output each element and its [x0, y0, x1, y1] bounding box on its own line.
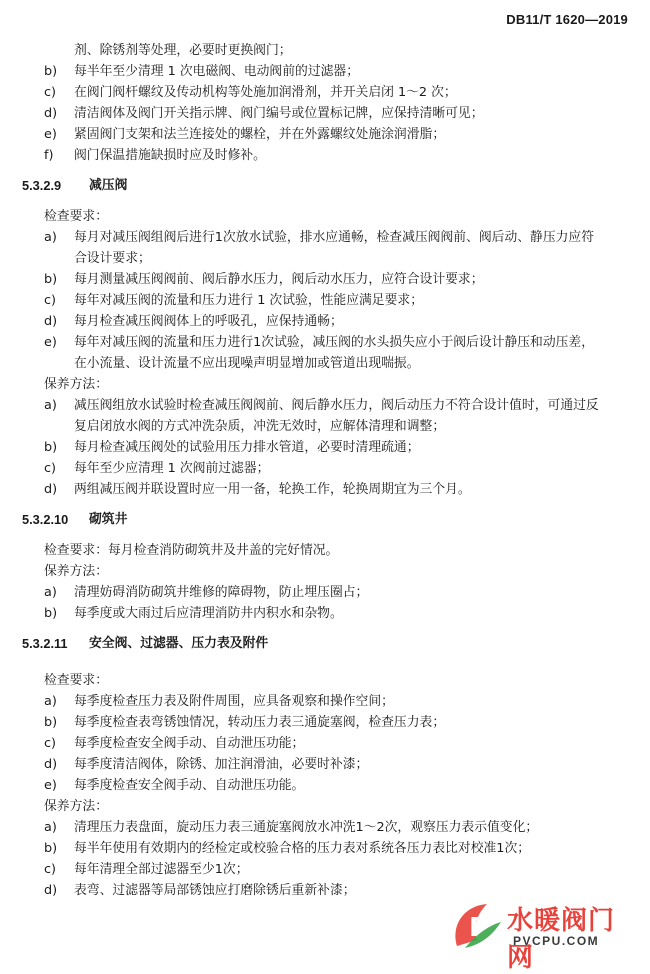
item-text: 每月检查减压阀处的试验用压力排水管道，必要时清理疏通；: [74, 440, 420, 455]
list-item: [0, 838, 650, 859]
list-item: [0, 311, 650, 332]
item-label: b): [44, 841, 58, 856]
list-item: [0, 269, 650, 290]
document-body: [0, 40, 650, 901]
item-label: d): [44, 314, 58, 329]
item-text: 每季度检查安全阀手动、自动泄压功能。: [74, 778, 305, 793]
inspection-text: 检查要求：每月检查消防砌筑井及井盖的完好情况。: [44, 543, 339, 558]
item-text: 每半年使用有效期内的经检定或校验合格的压力表对系统各压力表比对校准1次；: [74, 841, 531, 856]
item-label: d): [44, 106, 58, 121]
list-item: [0, 227, 650, 248]
item-label: e): [44, 127, 57, 142]
item-label: b): [44, 272, 58, 287]
section-heading-5-3-2-9: [0, 166, 650, 206]
list-item-continuation: [0, 248, 650, 269]
item-text: 每年清理全部过滤器至少1次；: [74, 862, 249, 877]
item-label: b): [44, 715, 58, 730]
item-label: c): [44, 293, 57, 308]
item-text: 每季度检查表弯锈蚀情况，转动压力表三通旋塞阀，检查压力表；: [74, 715, 446, 730]
item-label: e): [44, 335, 57, 350]
maintenance-heading: 保养方法：: [44, 799, 108, 814]
subheading: [0, 374, 650, 395]
item-text: 每季度检查安全阀手动、自动泄压功能；: [74, 736, 305, 751]
section-number: 5.3.2.11: [22, 636, 68, 651]
item-text: 每季度检查压力表及附件周围，应具备观察和操作空间；: [74, 694, 394, 709]
inspection-heading: 检查要求：: [44, 673, 108, 688]
item-label: c): [44, 461, 57, 476]
watermark-url: PVCPU.COM: [513, 934, 600, 948]
item-text: 剂、除锈剂等处理，必要时更换阀门；: [74, 43, 292, 58]
list-item: [0, 754, 650, 775]
list-item: [0, 103, 650, 124]
logo-letter: P: [469, 913, 489, 943]
section-number: 5.3.2.10: [22, 512, 69, 527]
list-item: [0, 582, 650, 603]
list-item: [0, 603, 650, 624]
list-item: [0, 332, 650, 353]
list-item: [0, 82, 650, 103]
list-item: [0, 859, 650, 880]
item-text: 每年至少应清理 1 次阀前过滤器；: [74, 461, 270, 476]
item-text: 每季度或大雨过后应清理消防井内积水和杂物。: [74, 606, 343, 621]
list-item: [0, 145, 650, 166]
item-text: 每半年至少清理 1 次电磁阀、电动阀前的过滤器；: [74, 64, 360, 79]
subheading: [0, 206, 650, 227]
section-heading-5-3-2-10: [0, 500, 650, 540]
item-text: 每月测量减压阀阀前、阀后静水压力，阀后动水压力，应符合设计要求；: [74, 272, 484, 287]
list-item: [0, 61, 650, 82]
item-label: d): [44, 883, 58, 898]
item-text: 清理妨碍消防砌筑井维修的障碍物，防止埋压圈占；: [74, 585, 369, 600]
pvcpu-logo-icon: [447, 896, 505, 954]
inspection-heading: 检查要求：: [44, 209, 108, 224]
list-item-continuation: [0, 353, 650, 374]
list-item: [0, 691, 650, 712]
list-item-continuation: [0, 416, 650, 437]
maintenance-heading: 保养方法：: [44, 377, 108, 392]
item-text: 表弯、过滤器等局部锈蚀应打磨除锈后重新补漆；: [74, 883, 356, 898]
list-item: [0, 124, 650, 145]
subheading: [0, 561, 650, 582]
item-label: a): [44, 585, 57, 600]
item-label: d): [44, 757, 58, 772]
list-item: [0, 437, 650, 458]
subheading: [0, 796, 650, 817]
item-text: 每月对减压阀组阀后进行1次放水试验，排水应通畅，检查减压阀阀前、阀后动、静压力应符: [74, 230, 595, 245]
item-text: 紧固阀门支架和法兰连接处的螺栓，并在外露螺纹处施涂润滑脂；: [74, 127, 446, 142]
item-label: a): [44, 820, 57, 835]
item-label: b): [44, 64, 58, 79]
item-text: 每年对减压阀的流量和压力进行1次试验，减压阀的水头损失应小于阀后设计静压和动压差，: [74, 335, 595, 350]
section-title: 安全阀、过滤器、压力表及附件: [89, 636, 269, 651]
item-text: 清洁阀体及阀门开关指示牌、阀门编号或位置标记牌，应保持清晰可见；: [74, 106, 484, 121]
list-item: [0, 712, 650, 733]
item-label: d): [44, 482, 58, 497]
list-item: [0, 290, 650, 311]
item-text: 在阀门阀杆螺纹及传动机构等处施加润滑剂，并开关启闭 1～2 次；: [74, 85, 457, 100]
item-text: 在小流量、设计流量不应出现噪声明显增加或管道出现喘振。: [74, 356, 420, 371]
list-item: [0, 458, 650, 479]
item-text: 两组减压阀并联设置时应一用一备，轮换工作，轮换周期宜为三个月。: [74, 482, 471, 497]
item-label: c): [44, 85, 57, 100]
section-title: 砌筑井: [89, 512, 128, 527]
list-item: [0, 40, 650, 61]
watermark-title: 水暖阀门网: [507, 906, 616, 973]
subheading: [0, 670, 650, 691]
item-label: b): [44, 440, 58, 455]
item-label: b): [44, 606, 58, 621]
item-text: 合设计要求；: [74, 251, 151, 266]
item-text: 阀门保温措施缺损时应及时修补。: [74, 148, 266, 163]
section-heading-5-3-2-11: [0, 624, 650, 664]
item-text: 每年对减压阀的流量和压力进行 1 次试验，性能应满足要求；: [74, 293, 423, 308]
section-title: 减压阀: [89, 178, 128, 193]
item-label: c): [44, 736, 57, 751]
item-text: 清理压力表盘面，旋动压力表三通旋塞阀放水冲洗1～2次，观察压力表示值变化；: [74, 820, 539, 835]
list-item: [0, 733, 650, 754]
paragraph: [0, 540, 650, 561]
item-text: 减压阀组放水试验时检查减压阀阀前、阀后静水压力，阀后动压力不符合设计值时，可通过反: [74, 398, 599, 413]
item-text: 复启闭放水阀的方式冲洗杂质，冲洗无效时，应解体清理和调整；: [74, 419, 446, 434]
site-watermark: [447, 896, 632, 973]
item-text: 每月检查减压阀阀体上的呼吸孔，应保持通畅；: [74, 314, 343, 329]
section-number: 5.3.2.9: [22, 178, 62, 193]
item-text: 每季度清洁阀体，除锈、加注润滑油，必要时补漆；: [74, 757, 369, 772]
list-item: [0, 479, 650, 500]
item-label: a): [44, 398, 57, 413]
maintenance-heading: 保养方法：: [44, 564, 108, 579]
item-label: c): [44, 862, 57, 877]
item-label: a): [44, 694, 57, 709]
list-item: [0, 817, 650, 838]
list-item: [0, 775, 650, 796]
list-item: [0, 395, 650, 416]
item-label: f): [44, 148, 54, 163]
item-label: e): [44, 778, 57, 793]
standard-code: DB11/T 1620—2019: [506, 12, 628, 27]
item-label: a): [44, 230, 57, 245]
